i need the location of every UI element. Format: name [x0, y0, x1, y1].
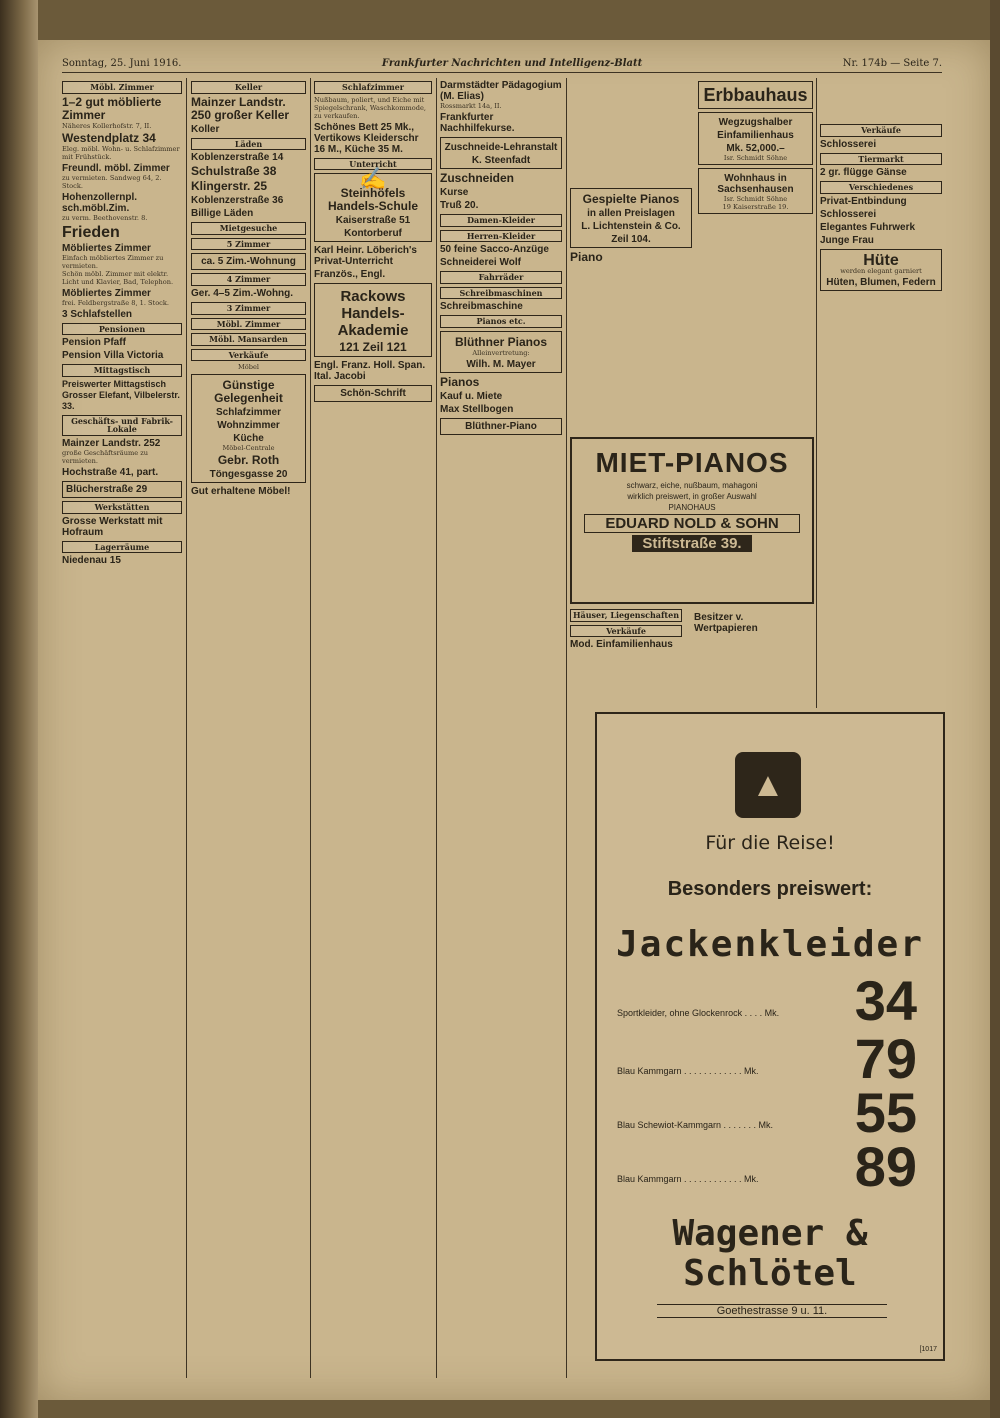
ad-body: Nußbaum, poliert, und Eiche mit Spiegelschrank, Waschkommode, zu verkaufen. — [314, 95, 426, 120]
ad-title: Wilh. M. Mayer — [466, 358, 536, 370]
jackenkleider-ad — [595, 712, 945, 1361]
ad-title: Schön-Schrift — [314, 385, 432, 402]
middle-ads — [570, 606, 810, 706]
company-address: Goethestrasse 9 u. 11. — [657, 1304, 887, 1318]
column-2 — [191, 78, 306, 1398]
ad-title: Karl Heinr. Löberich's Privat-Unterricht — [314, 244, 417, 267]
ad-title: Max Stellbogen — [440, 403, 514, 415]
column-1 — [62, 78, 182, 1398]
ad-title: EDUARD NOLD & SOHN — [584, 514, 800, 533]
ad-subheadline: Besonders preiswert: — [667, 878, 873, 900]
price-row — [617, 969, 917, 1032]
price-row — [617, 1135, 917, 1198]
price-label: Blau Kammgarn . . . . . . . . . . . . Mk. — [617, 1066, 759, 1076]
section-heading: Schlafzimmer — [314, 81, 432, 94]
price-label: Sportkleider, ohne Glockenrock . . . . Mk. — [617, 1008, 780, 1018]
ad-body: PIANOHAUS — [668, 503, 716, 512]
hat-ad — [820, 249, 942, 291]
section-heading: Läden — [191, 138, 306, 151]
section-heading: Möbl. Zimmer — [191, 318, 306, 331]
ad-title: Französ., Engl. — [314, 268, 386, 280]
ad-title: 50 feine Sacco-Anzüge — [440, 244, 549, 256]
section-heading: Mittagstisch — [62, 364, 182, 377]
page-edge — [990, 0, 1000, 1418]
column-rule — [566, 78, 567, 1378]
ad-title: Frankfurter Nachhilfekurse. — [440, 112, 515, 134]
masthead: Frankfurter Nachrichten und Intelligenz-Blatt — [381, 57, 643, 69]
ad-title: Kontorberuf — [344, 227, 402, 239]
ad-title: Rackows Handels-Akademie — [337, 287, 409, 339]
ad-title: Engl. Franz. Holl. Span. Ital. Jacobi — [314, 359, 426, 382]
ad-title: Freundl. möbl. Zimmer — [62, 162, 170, 174]
ad-title: ca. 5 Zim.-Wohnung — [191, 253, 306, 270]
ad-title: Wegzugshalber — [718, 117, 793, 128]
ad-title: Klingerstr. 25 — [191, 179, 268, 194]
ad-title: Stiftstraße 39. — [632, 535, 752, 552]
section-heading: Werkstätten — [62, 501, 182, 514]
school-ad — [314, 167, 432, 242]
ad-title: Ger. 4–5 Zim.-Wohng. — [191, 287, 294, 299]
section-heading: Pianos etc. — [440, 315, 562, 328]
ad-body: wirklich preiswert, in großer Auswahl — [627, 492, 757, 501]
price-value: 79 — [854, 1027, 917, 1090]
company-logo-icon: ▲ — [735, 752, 801, 818]
ad-body: Eleg. möbl. Wohn- u. Schlafzimmer mit Frühstück. — [62, 144, 180, 161]
ad-title: Schneiderei Wolf — [440, 257, 521, 269]
ad-title: Einfamilienhaus — [717, 130, 794, 141]
page-header — [62, 54, 942, 73]
ad-body: Isr. Schmidt Söhne — [723, 195, 788, 203]
column-4 — [440, 78, 562, 1398]
section-heading: Keller — [191, 81, 306, 94]
ad-title: Blüthner-Piano — [440, 418, 562, 435]
ad-title: 121 Zeil 121 — [339, 339, 407, 354]
ad-title: Schulstraße 38 — [191, 164, 277, 179]
ad-body: große Geschäftsräume zu vermieten. — [62, 448, 148, 465]
ad-title: 3 Schlafstellen — [62, 308, 133, 320]
section-heading: Häuser, Liegenschaften — [570, 609, 682, 622]
ad-title: Koller — [191, 123, 220, 135]
ad-body: schwarz, eiche, nußbaum, mahagoni — [626, 481, 758, 490]
ad-title: Privat-Entbindung — [820, 195, 907, 207]
price-row — [617, 1027, 917, 1090]
tailoring-ad — [440, 137, 562, 169]
ad-title: Mainzer Landstr. 250 großer Keller — [191, 94, 290, 122]
ad-body: Rossmarkt 14a, II. — [440, 102, 502, 110]
ad-title: Frieden — [62, 223, 120, 241]
ad-title: K. Steenfadt — [471, 155, 531, 166]
ad-body: Schön möbl. Zimmer mit elektr. Licht und Klavier, Bad, Telephon. — [62, 269, 174, 286]
section-heading: Schreibmaschinen — [440, 287, 562, 300]
ad-body: frei. Feldbergstraße 8, 1. Stock. — [62, 298, 169, 307]
ad-code: [1017 — [919, 1346, 937, 1353]
house-ad — [698, 112, 813, 165]
price-row — [617, 1081, 917, 1144]
house-ad — [698, 168, 813, 214]
ad-body: Einfach möbliertes Zimmer zu vermieten. — [62, 253, 164, 270]
ad-title: Erbbauhaus — [698, 81, 813, 109]
ad-title: Zuschneiden — [440, 171, 515, 185]
ad-title: Koblenzerstraße 14 — [191, 152, 284, 164]
page-number: Nr. 174b — Seite 7. — [842, 57, 942, 69]
ad-title: Schlosserei — [820, 138, 877, 150]
section-heading: Möbl. Mansarden — [191, 333, 306, 346]
ad-title: Gebr. Roth — [217, 453, 280, 468]
ad-title: Pension Pfaff — [62, 337, 126, 349]
ad-title: Piano — [570, 250, 603, 264]
ad-title: Hochstraße 41, part. — [62, 466, 159, 478]
ad-title: Pianos — [440, 374, 480, 389]
ad-title: Schönes Bett 25 Mk., Vertikows Kleiderschr 16 M., Küche 35 M. — [314, 121, 419, 155]
ad-title: Koblenzerstraße 36 — [191, 195, 284, 207]
ad-body: Isr. Schmidt Söhne — [723, 154, 788, 162]
column-rule — [816, 78, 817, 708]
ad-headline: Für die Reise! — [705, 832, 835, 854]
ad-title: Billige Läden — [191, 208, 254, 220]
ad-title: in allen Preislagen — [587, 208, 675, 219]
ad-title: Westendplatz 34 — [62, 130, 156, 145]
ad-title: L. Lichtenstein & Co. — [581, 221, 681, 232]
ad-title: Wohnhaus in Sachsenhausen — [717, 173, 794, 195]
header-date: Sonntag, 25. Juni 1916. — [62, 57, 182, 69]
ad-product-title: Jackenkleider — [616, 924, 924, 965]
ad-body: werden elegant garniert — [840, 266, 922, 275]
column-6 — [698, 78, 813, 433]
ad-title: Elegantes Fuhrwerk — [820, 221, 916, 233]
book-binding — [0, 0, 38, 1418]
column-5 — [570, 78, 692, 433]
ad-title: Hohenzollernpl. sch.möbl.Zim. — [62, 191, 137, 214]
miet-pianos-ad — [570, 437, 814, 604]
price-label: Blau Kammgarn . . . . . . . . . . . . Mk. — [617, 1174, 759, 1184]
section-heading: Verkäufe — [570, 625, 682, 638]
section-heading: Verkäufe — [820, 124, 942, 137]
price-value: 89 — [854, 1135, 917, 1198]
ad-body: Näheres Kollerhofstr. 7, II. — [62, 121, 152, 130]
section-heading: Mietgesuche — [191, 222, 306, 235]
ad-body: 19 Kaiserstraße 19. — [722, 203, 789, 211]
section-heading: Unterricht — [314, 158, 432, 171]
ad-title: Schlafzimmer — [215, 407, 282, 419]
section-heading: Herren-Kleider — [440, 230, 562, 243]
ad-title: Blücherstraße 29 — [62, 481, 182, 498]
bluethner-ad — [440, 331, 562, 373]
ad-title: Küche — [233, 433, 264, 445]
section-heading: Möbl. Zimmer — [62, 81, 182, 94]
ad-body: Alleinvertretung: — [472, 348, 530, 357]
ad-title: Gespielte Pianos — [582, 192, 680, 206]
column-rule — [186, 78, 187, 1378]
section-heading: Tiermarkt — [820, 153, 942, 166]
ad-title: Wohnzimmer — [217, 420, 280, 432]
column-3 — [314, 78, 432, 1398]
ad-title: Möbliertes Zimmer — [62, 242, 151, 254]
ad-title: Grosse Werkstatt mit Hofraum — [62, 515, 163, 538]
academy-ad — [314, 283, 432, 357]
ad-title: Kaiserstraße 51 — [335, 214, 411, 226]
ad-title: Darmstädter Pädagogium (M. Elias) — [440, 80, 562, 102]
ad-title: Günstige Gelegenheit — [214, 378, 283, 406]
section-heading: Verkäufe — [191, 349, 306, 362]
column-rule — [310, 78, 311, 1378]
subheading: Möbel — [238, 363, 259, 372]
ad-title: Preiswerter Mittagstisch Grosser Elefant, Vilbelerstr. 33. — [62, 378, 180, 411]
ad-title: Steinhöfels Handels-Schule — [327, 185, 419, 213]
ad-title: Truß 20. — [440, 200, 479, 211]
ad-title: Möbliertes Zimmer — [62, 287, 151, 299]
company-name: Wagener & Schlötel — [672, 1213, 868, 1294]
section-heading: 3 Zimmer — [191, 302, 306, 315]
ad-title: Junge Frau — [820, 234, 874, 246]
ad-title: Schlosserei — [820, 208, 877, 220]
writing-hand-icon: ✍ — [359, 167, 387, 193]
ad-body: zu verm. Beethovenstr. 8. — [62, 213, 148, 222]
ad-body: zu vermieten. Sandweg 64, 2. Stock. — [62, 173, 162, 190]
section-heading: Damen-Kleider — [440, 214, 562, 227]
column-7 — [820, 78, 942, 708]
ad-title: Zuschneide-Lehranstalt — [444, 142, 558, 153]
ad-title: Mod. Einfamilienhaus — [570, 639, 673, 651]
ad-title: Pension Villa Victoria — [62, 350, 164, 362]
ad-title: Kurse — [440, 187, 469, 198]
furniture-ad — [191, 374, 306, 483]
ad-title: Zeil 104. — [611, 234, 651, 245]
column-rule — [436, 78, 437, 1378]
section-heading: Lagerräume — [62, 541, 182, 554]
section-heading: Geschäfts- und Fabrik-Lokale — [62, 415, 182, 436]
ad-title: 2 gr. flügge Gänse — [820, 167, 907, 179]
ad-title: Schreibmaschine — [440, 301, 523, 313]
section-heading: Pensionen — [62, 323, 182, 336]
ad-title: Hüte — [863, 251, 899, 269]
ad-title: Mainzer Landstr. 252 — [62, 437, 161, 449]
ad-title: Gut erhaltene Möbel! — [191, 486, 291, 498]
section-heading: Verschiedenes — [820, 181, 942, 194]
ad-title: Töngesgasse 20 — [209, 469, 288, 481]
price-value: 55 — [854, 1081, 917, 1144]
section-heading: Fahrräder — [440, 271, 562, 284]
section-heading: 4 Zimmer — [191, 273, 306, 286]
ad-title: Möbel-Centrale — [222, 444, 275, 453]
ad-title: 1–2 gut möblierte Zimmer — [62, 94, 162, 122]
lichtenstein-ad — [570, 188, 692, 248]
ad-title: Kauf u. Miete — [440, 390, 503, 402]
ad-title: MIET-PIANOS — [595, 447, 789, 478]
ad-title: Mk. 52,000.– — [726, 143, 785, 154]
ad-title: Blüthner Pianos — [454, 334, 547, 349]
section-heading: 5 Zimmer — [191, 238, 306, 251]
ad-title: Hüten, Blumen, Federn — [826, 276, 936, 288]
price-label: Blau Schewiot-Kammgarn . . . . . . . Mk. — [617, 1120, 774, 1130]
ad-title: Besitzer v. Wertpapieren — [694, 612, 758, 634]
ad-title: Niedenau 15 — [62, 555, 121, 567]
price-value: 34 — [854, 969, 917, 1032]
